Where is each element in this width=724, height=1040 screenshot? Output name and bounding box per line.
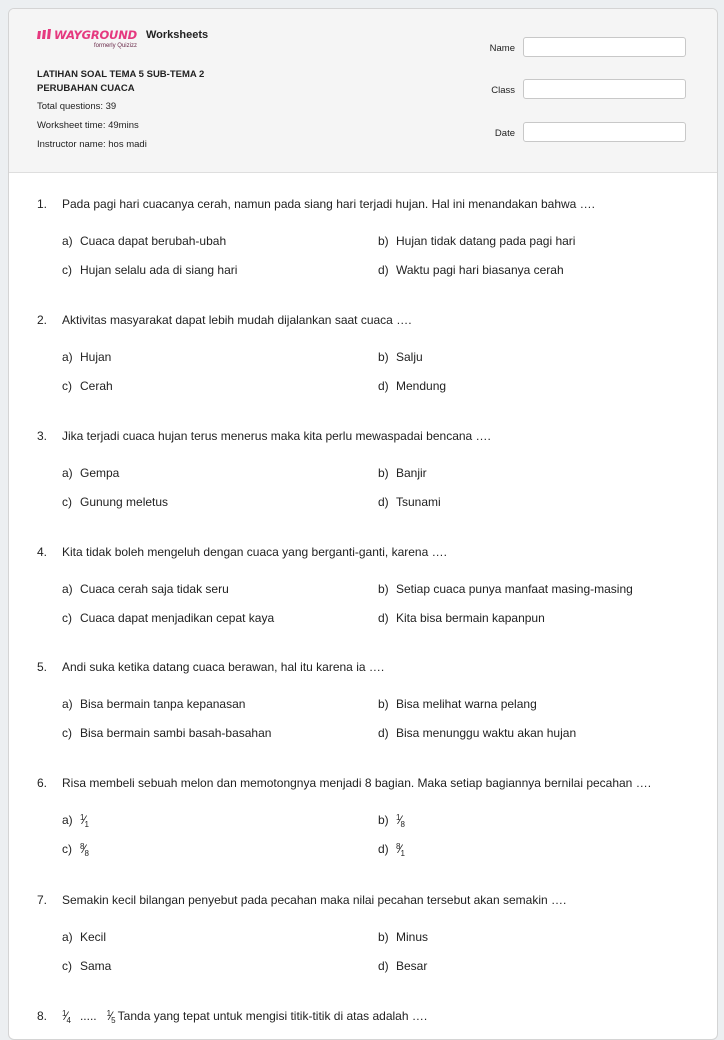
option-d: d) Mendung [378,379,447,393]
option-c: c) Gunung meletus [62,495,169,509]
date-label: Date [494,128,515,139]
wayground-logo [37,29,137,50]
option-c: c) $^8⁄_8$ [62,842,88,858]
option-b: b) Setiap cuaca punya manfaat masing-masing [378,582,633,596]
name-field[interactable] [523,37,686,57]
question-text: Pada pagi hari cuacanya cerah, namun pada siang hari terjadi hujan. Hal ini menandakan bahwa …. [62,197,596,211]
option-b: b) Bisa melihat warna pelang [378,697,537,711]
app-name: Worksheets [145,29,209,41]
option-a: a) Hujan [62,350,112,364]
question-number: 6. [37,776,48,790]
fraction: $^8⁄_8$ [80,842,88,858]
question-number: 7. [37,893,48,907]
fraction: $^1⁄_8$ [396,813,404,829]
option-c: c) Cuaca dapat menjadikan cepat kaya [62,611,275,625]
option-d: d) $^8⁄_1$ [378,842,404,858]
question-number: 5. [37,660,48,674]
option-b: b) Banjir [378,466,427,480]
question-text: Semakin kecil bilangan penyebut pada pecahan maka nilai pecahan tersebut akan semakin …. [62,893,567,907]
worksheet-time: Worksheet time: 49mins [37,120,139,131]
option-a: a) Bisa bermain tanpa kepanasan [62,697,246,711]
option-a: a) Cuaca dapat berubah-ubah [62,234,227,248]
question-text: Andi suka ketika datang cuaca berawan, hal itu karena ia …. [62,660,385,674]
option-d: d) Tsunami [378,495,441,509]
question-number: 3. [37,429,48,443]
option-a: a) Cuaca cerah saja tidak seru [62,582,229,596]
instructor-name: Instructor name: hos madi [37,139,147,150]
option-a: a) Gempa [62,466,120,480]
option-b: b) Hujan tidak datang pada pagi hari [378,234,576,248]
total-questions: Total questions: 39 [37,101,117,112]
question-text: Aktivitas masyarakat dapat lebih mudah dijalankan saat cuaca …. [62,313,412,327]
fraction-left: $^1⁄_4$ [62,1009,70,1025]
option-c: c) Cerah [62,379,113,393]
title-line-2: PERUBAHAN CUACA [37,83,135,94]
question-text: Kita tidak boleh mengeluh dengan cuaca yang berganti-ganti, karena …. [62,545,447,559]
option-c: c) Hujan selalu ada di siang hari [62,263,238,277]
worksheet-page [8,8,718,1040]
worksheet-header [9,9,717,173]
class-field[interactable] [523,79,686,99]
option-d: d) Besar [378,959,428,973]
question-number: 1. [37,197,48,211]
option-c: c) Sama [62,959,112,973]
option-a: a) $^1⁄_1$ [62,813,88,829]
question-8-text: Tanda yang tepat untuk mengisi titik-titik di atas adalah …. [117,1009,428,1023]
brand-logo [37,29,208,50]
worksheet-title [37,68,267,96]
fraction: $^1⁄_1$ [80,813,88,829]
option-d: d) Waktu pagi hari biasanya cerah [378,263,564,277]
option-b: b) $^1⁄_8$ [378,813,404,829]
question-number: 4. [37,545,48,559]
question-text: Jika terjadi cuaca hujan terus menerus maka kita perlu mewaspadai bencana …. [62,429,491,443]
question-text [62,1009,427,1025]
option-d: d) Kita bisa bermain kapanpun [378,611,545,625]
logo-word: WAYGROUND [54,28,137,42]
option-d: d) Bisa menunggu waktu akan hujan [378,726,577,740]
class-label: Class [491,85,515,96]
question-number: 2. [37,313,48,327]
comparison-dots: ..... [79,1009,97,1023]
question-text: Risa membeli sebuah melon dan memotongnya menjadi 8 bagian. Maka setiap bagiannya bernilai pecahan …. [62,776,652,790]
logo-bars-icon [37,29,53,40]
fraction-right: $^1⁄_5$ [106,1009,115,1025]
fraction: $^8⁄_1$ [396,842,404,858]
title-line-1: LATIHAN SOAL TEMA 5 SUB-TEMA 2 [37,69,205,80]
logo-subtitle: formerly Quizizz [93,43,137,49]
option-b: b) Minus [378,930,429,944]
date-field[interactable] [523,122,686,142]
question-number: 8. [37,1009,48,1023]
option-a: a) Kecil [62,930,107,944]
name-label: Name [489,43,515,54]
option-c: c) Bisa bermain sambi basah-basahan [62,726,272,740]
option-b: b) Salju [378,350,423,364]
